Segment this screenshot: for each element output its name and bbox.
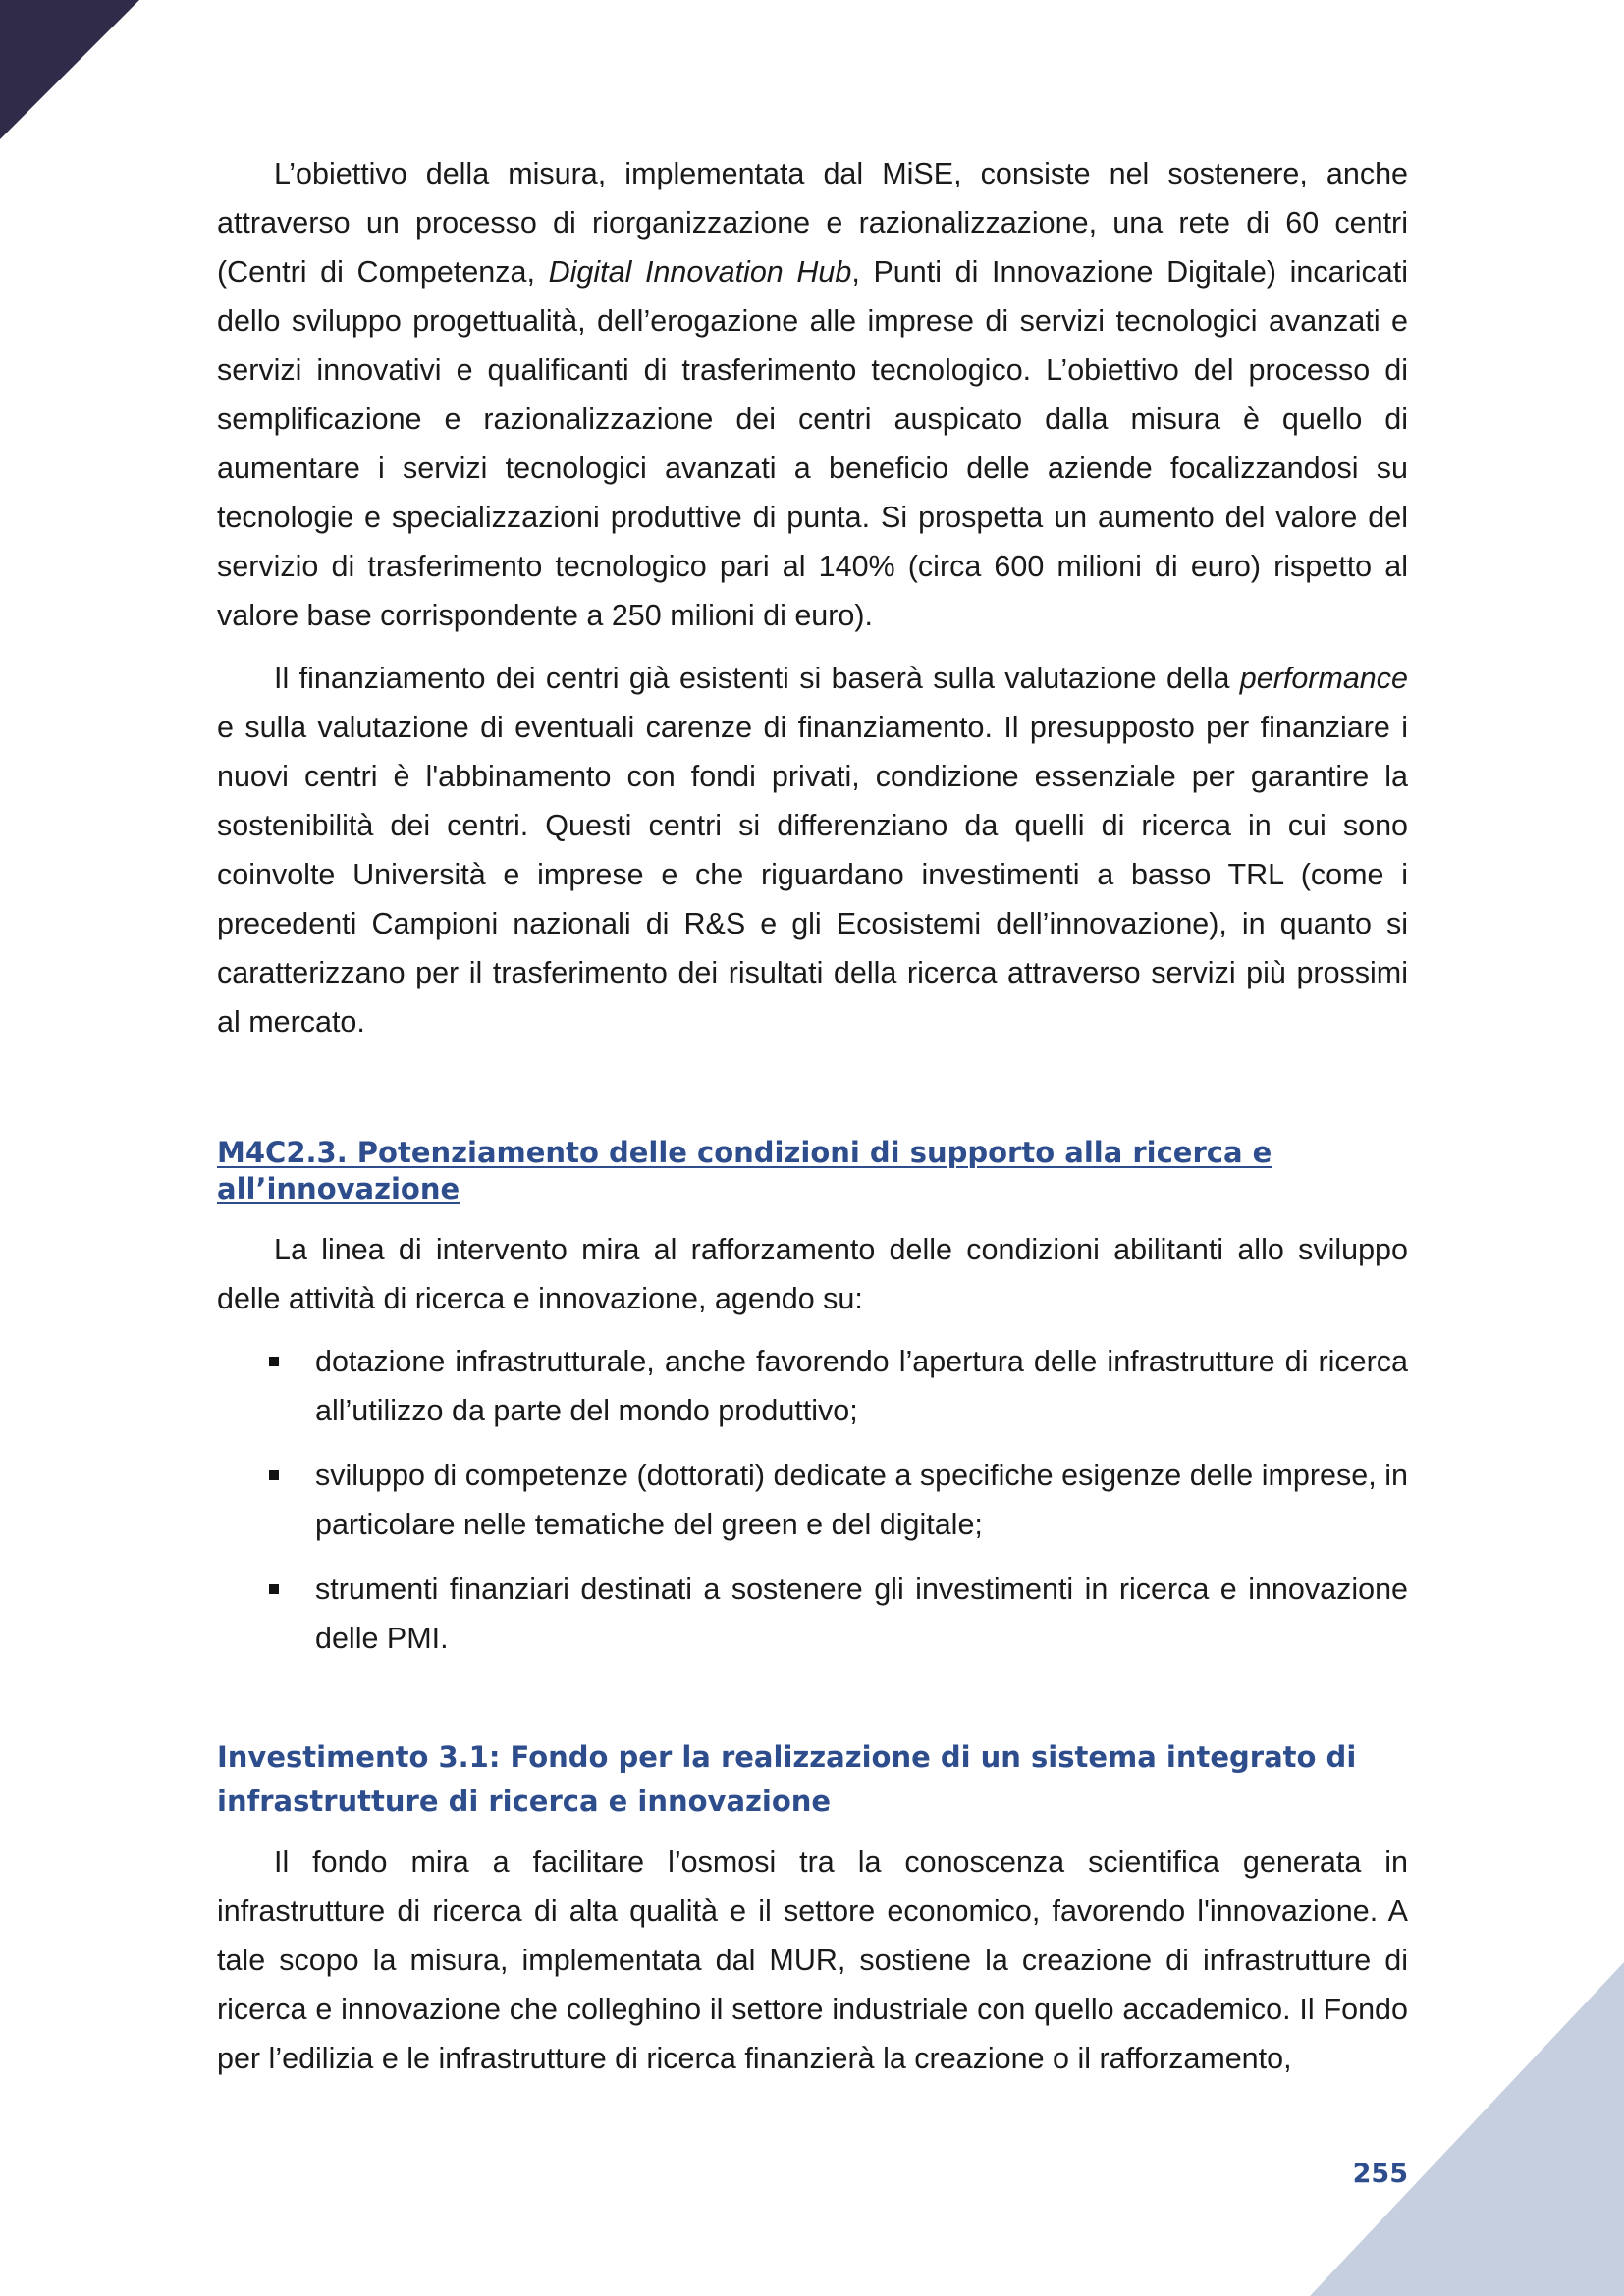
list-item-text: sviluppo di competenze (dottorati) dedicate a specifiche esigenze delle imprese, in particolare nelle tematiche del green e del digitale;: [315, 1459, 1408, 1541]
investment-heading-line-2: infrastrutture di ricerca e innovazione: [217, 1785, 832, 1818]
page-number: 255: [1352, 2159, 1408, 2189]
paragraph-italic-term: performance: [1239, 662, 1408, 695]
square-bullet-icon: [269, 1357, 279, 1366]
investment-paragraph: Il fondo mira a facilitare l’osmosi tra la conoscenza scientifica generata in infrastrutture di ricerca di alta qualità e il settore economico, favorendo l'innovazione. A tale scopo la misura, implementata dal MUR, sostiene la creazione di infrastrutture di ricerca e innovazione che colleghino il settore industriale con quello accademico. Il Fondo per l’edilizia e le infrastrutture di ricerca finanzierà la creazione o il rafforzamento,: [217, 1845, 1408, 2075]
square-bullet-icon: [269, 1470, 279, 1480]
section-intro-paragraph: La linea di intervento mira al rafforzamento delle condizioni abilitanti allo sviluppo delle attività di ricerca e innovazione, agendo su:: [217, 1233, 1408, 1315]
investment-heading: [217, 1735, 1408, 1824]
paragraph-mise-network: [217, 149, 1408, 640]
paragraph-centers-funding: [217, 654, 1408, 1046]
paragraph-text: , Punti di Innovazione Digitale) incaricati dello sviluppo progettualità, dell’erogazione alle imprese di servizi tecnologici avanzati e servizi innovativi e qualificanti di trasferimento tecnologico. L’obiettivo del processo di semplificazione e razionalizzazione dei centri auspicato dalla misura è quello di aumentare i servizi tecnologici avanzati a beneficio delle aziende focalizzandosi su tecnologie e specializzazioni produttive di punta. Si prospetta un aumento del valore del servizio di trasferimento tecnologico pari al 140% (circa 600 milioni di euro) rispetto al valore base corrispondente a 250 milioni di euro).: [217, 255, 1408, 632]
paragraph-italic-term: Digital Innovation Hub: [548, 255, 852, 289]
list-item: [217, 1565, 1408, 1663]
section-heading-link[interactable]: M4C2.3. Potenziamento delle condizioni di supporto alla ricerca e all’innovazione: [217, 1136, 1272, 1205]
bullet-list: [217, 1337, 1408, 1663]
paragraph-text: L’obiettivo della misura, implementata dal MiSE, consiste nel sostenere, anche attraverso un processo di riorganizzazione e razionalizzazione, una rete di 60 centri (Centri di Competenza,: [217, 157, 1408, 289]
list-item: [217, 1451, 1408, 1549]
list-item-text: strumenti finanziari destinati a sostenere gli investimenti in ricerca e innovazione delle PMI.: [315, 1573, 1408, 1655]
page-content: [217, 149, 1408, 2097]
list-item-text: dotazione infrastrutturale, anche favorendo l’apertura delle infrastrutture di ricerca all’utilizzo da parte del mondo produttivo;: [315, 1345, 1408, 1427]
square-bullet-icon: [269, 1584, 279, 1594]
corner-decoration-top-left: [0, 0, 139, 139]
paragraph-text: Il finanziamento dei centri già esistenti si baserà sulla valutazione della: [274, 662, 1240, 695]
paragraph-text: e sulla valutazione di eventuali carenze di finanziamento. Il presupposto per finanziare i nuovi centri è l'abbinamento con fondi privati, condizione essenziale per garantire la sostenibilità dei centri. Questi centri si differenziano da quelli di ricerca in cui sono coinvolte Università e imprese e che riguardano investimenti a basso TRL (come i precedenti Campioni nazionali di R&S e gli Ecosistemi dell’innovazione), in quanto si caratterizzano per il trasferimento dei risultati della ricerca attraverso servizi più prossimi al mercato.: [217, 711, 1408, 1039]
list-item: [217, 1337, 1408, 1435]
investment-heading-line-1: Investimento 3.1: Fondo per la realizzazione di un sistema integrato di: [217, 1740, 1357, 1774]
